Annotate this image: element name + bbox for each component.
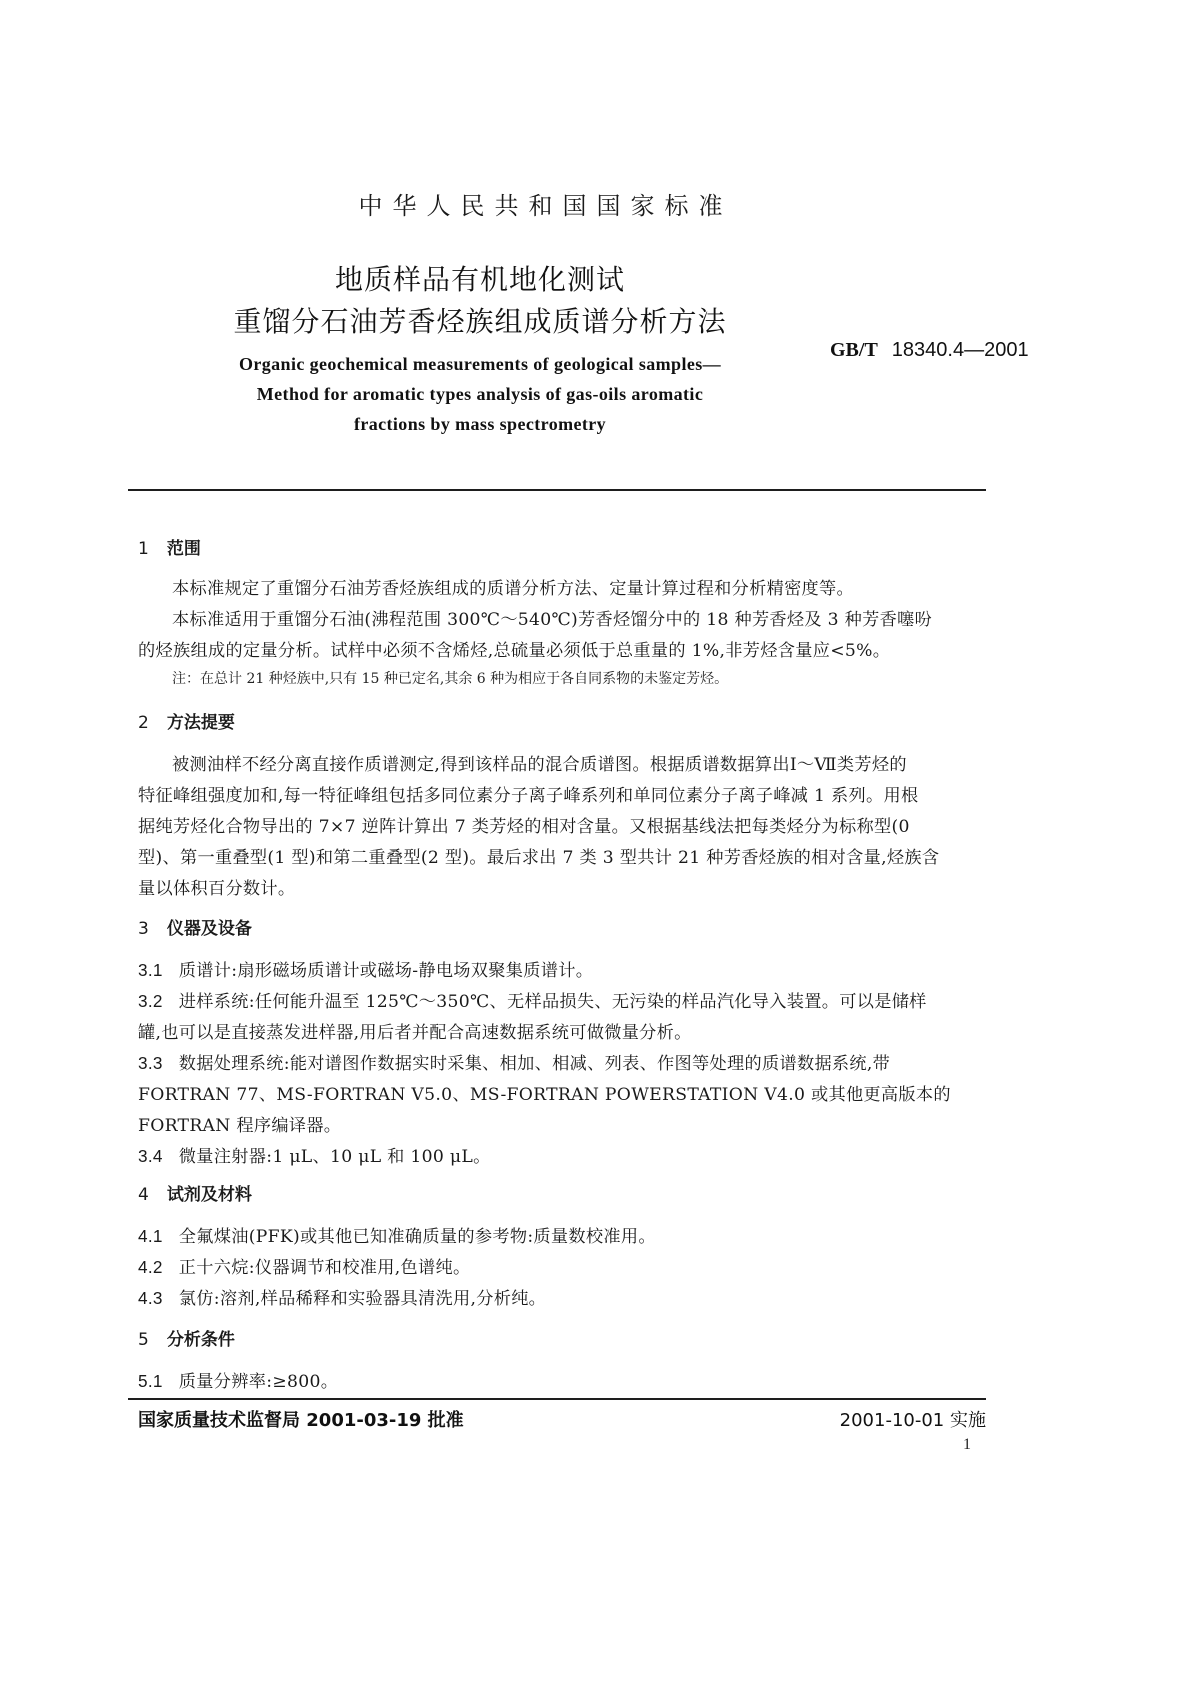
title-en-line3: fractions by mass spectrometry (353, 414, 607, 434)
paragraph-line: 据纯芳烃化合物导出的 7×7 逆阵计算出 7 类芳烃的相对含量。又根据基线法把每类烃分为标称型(0 (138, 817, 910, 837)
clause-3-3: 3.3 数据处理系统:能对谱图作数据实时采集、相加、相减、列表、作图等处理的质谱数据系统,带 (138, 1053, 891, 1074)
clause-5-1: 5.1 质量分辨率:≥800。 (138, 1371, 339, 1392)
effective-date-line: 2001-10-01 实施 (839, 1410, 986, 1431)
section-heading-4: 4 试剂及材料 (138, 1185, 252, 1205)
paragraph-line: 本标准规定了重馏分石油芳香烃族组成的质谱分析方法、定量计算过程和分析精密度等。 (172, 579, 855, 599)
section-heading-3: 3 仪器及设备 (138, 919, 252, 939)
standard-prefix: GB/T (830, 339, 878, 361)
paragraph-line: 型)、第一重叠型(1 型)和第二重叠型(2 型)。最后求出 7 类 3 型共计 21 种芳香烃族的相对含量,烃族含 (138, 848, 940, 868)
national-standard-heading: 中华人民共和国国家标准 (358, 192, 733, 220)
approval-line: 国家质量技术监督局 2001-03-19 批准 (138, 1410, 464, 1431)
page-number: 1 (963, 1436, 971, 1453)
clause-3-2: 3.2 进样系统:任何能升温至 125℃～350℃、无样品损失、无污染的样品汽化导入装置。可以是储样 (138, 991, 927, 1012)
clause-3-1: 3.1 质谱计:扇形磁场质谱计或磁场-静电场双聚集质谱计。 (138, 960, 594, 981)
header-rule (128, 489, 986, 491)
paragraph-line: 本标准适用于重馏分石油(沸程范围 300℃～540℃)芳香烃馏分中的 18 种芳香烃及 3 种芳香噻吩 (172, 610, 933, 630)
section-heading-2: 2 方法提要 (138, 713, 235, 733)
title-en-line1: Organic geochemical measurements of geological samples— (238, 354, 722, 374)
standard-number: 18340.4—2001 (891, 339, 1029, 361)
paragraph-line: FORTRAN 77、MS-FORTRAN V5.0、MS-FORTRAN POWERSTATION V4.0 或其他更高版本的 (138, 1085, 951, 1105)
section-heading-5: 5 分析条件 (138, 1330, 235, 1350)
paragraph-line: FORTRAN 程序编译器。 (138, 1116, 342, 1136)
title-cn-line2: 重馏分石油芳香烃族组成质谱分析方法 (233, 305, 727, 338)
footer-rule (128, 1398, 986, 1400)
section-heading-1: 1 范围 (138, 539, 201, 559)
paragraph-line: 的烃族组成的定量分析。试样中必须不含烯烃,总硫量必须低于总重量的 1%,非芳烃含量应<5%。 (138, 641, 891, 661)
paragraph-line: 被测油样不经分离直接作质谱测定,得到该样品的混合质谱图。根据质谱数据算出Ⅰ～Ⅶ类芳烃的 (172, 755, 907, 775)
clause-3-4: 3.4 微量注射器:1 μL、10 μL 和 100 μL。 (138, 1146, 491, 1167)
paragraph-line: 罐,也可以是直接蒸发进样器,用后者并配合高速数据系统可做微量分析。 (138, 1023, 692, 1043)
title-en-line2: Method for aromatic types analysis of gas-oils aromatic (256, 384, 704, 404)
paragraph-line: 特征峰组强度加和,每一特征峰组包括多同位素分子离子峰系列和单同位素分子离子峰减 1 系列。用根 (138, 786, 919, 806)
note: 注：在总计 21 种烃族中,只有 15 种已定名,其余 6 种为相应于各自同系物的未鉴定芳烃。 (172, 671, 729, 687)
clause-4-3: 4.3 氯仿:溶剂,样品稀释和实验器具清洗用,分析纯。 (138, 1288, 547, 1309)
title-cn-line1: 地质样品有机地化测试 (334, 263, 625, 296)
clause-4-1: 4.1 全氟煤油(PFK)或其他已知准确质量的参考物:质量数校准用。 (138, 1226, 656, 1247)
paragraph-line: 量以体积百分数计。 (138, 879, 296, 899)
clause-4-2: 4.2 正十六烷:仪器调节和校准用,色谱纯。 (138, 1257, 471, 1278)
